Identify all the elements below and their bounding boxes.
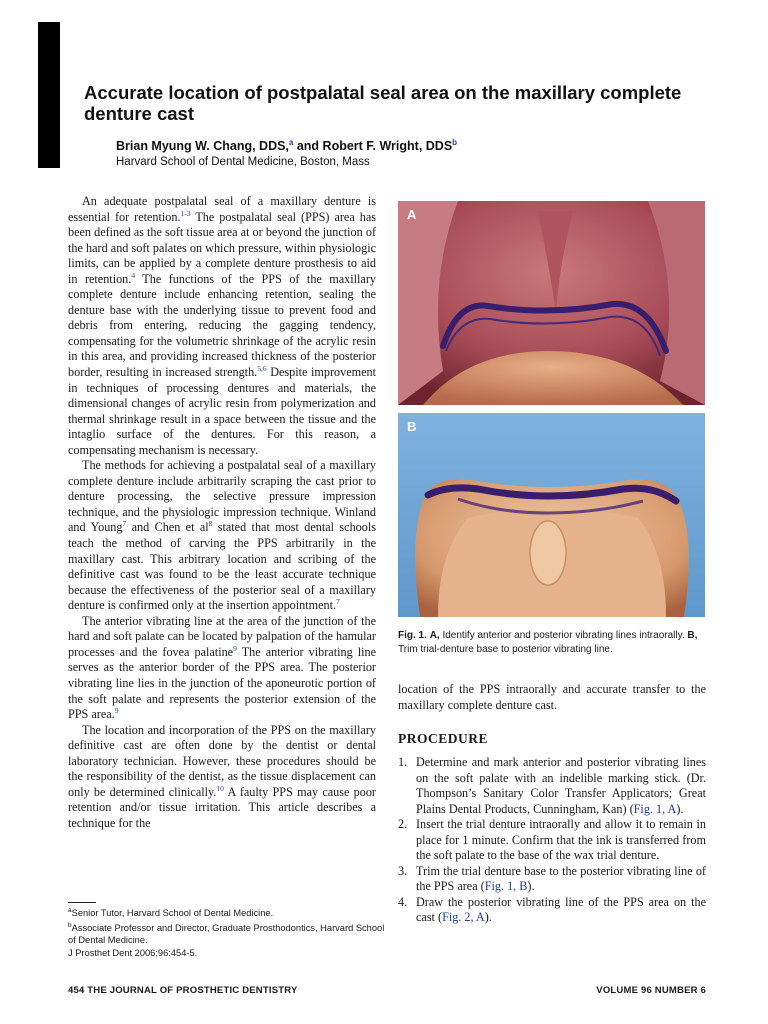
reference-link[interactable]: 5,6 <box>257 363 267 373</box>
reference-link[interactable]: 1-3 <box>180 208 191 218</box>
step-text: ). <box>527 879 535 894</box>
paragraph-1 <box>68 194 376 458</box>
denture-photo-b <box>398 413 705 617</box>
step-text: Determine and mark anterior and posterior vibrating lines on the soft palate with an indelible marking stick. (Dr. Thompson’s Sanitary Color Transfer Applicators; Great Plains Dental Products, Cunningham, Kan) ( <box>416 755 706 816</box>
procedure-list <box>398 755 706 926</box>
article-title: Accurate location of postpalatal seal area on the maxillary complete denture cast <box>84 82 682 124</box>
paragraph-3 <box>68 614 376 723</box>
paragraph-4 <box>68 723 376 832</box>
procedure-step <box>398 817 706 864</box>
palate-photo-a <box>398 201 705 405</box>
panel-label-b: B <box>407 419 417 434</box>
step-text: Draw the posterior vibrating line of the PPS area on the cast ( <box>416 894 706 925</box>
affiliation: Harvard School of Dental Medicine, Boston, Mass <box>116 156 370 168</box>
step-text: ). <box>484 910 492 925</box>
citation: J Prosthet Dent 2006;96:454-5. <box>68 947 198 958</box>
author-1-mark: a <box>288 138 294 147</box>
reference-link[interactable]: 10 <box>216 783 224 793</box>
step-text: Insert the trial denture intraorally and allow it to remain in place for 1 minute. Confirm that the ink is transferred from the soft palate to the base of the wax trial denture. <box>416 817 706 863</box>
author-2-mark: b <box>452 138 458 147</box>
figure-link[interactable]: Fig. 2, A <box>442 910 485 925</box>
text-run: and Chen et al <box>126 520 209 535</box>
reference-link[interactable]: 8 <box>208 519 213 529</box>
figure-link[interactable]: Fig. 1, B <box>484 879 528 894</box>
side-marker-bar <box>38 22 60 168</box>
footnote-text: Associate Professor and Director, Graduate Prosthodontics, Harvard School of Dental Medicine. <box>68 922 385 946</box>
reference-link[interactable]: 9 <box>233 643 237 653</box>
author-2: and Robert F. Wright, DDS <box>293 139 453 154</box>
procedure-step <box>398 864 706 895</box>
paragraph-2 <box>68 458 376 613</box>
step-number: 4. <box>398 894 408 909</box>
caption-key-b: B, <box>687 630 698 641</box>
figure-1-panel-a <box>398 201 705 405</box>
text-run: The anterior vibrating line serves as the anterior border of the PPS area. The posterior vibrating line lies in the junction of the aponeurotic portion of the soft palate and represents the posterior extension of the PPS area. <box>68 644 377 722</box>
footer-journal: 454 THE JOURNAL OF PROSTHETIC DENTISTRY <box>68 985 298 996</box>
panel-label-a: A <box>407 207 417 222</box>
step-text: Trim the trial denture base to the posterior vibrating line of the PPS area ( <box>416 863 706 894</box>
text-run: The methods for achieving a postpalatal seal of a maxillary complete denture include arbitrarily scraping the cast prior to denture processing, the selective pressure impression technique, and the physiologic impression technique. Winland and Young <box>68 458 376 535</box>
continuation-paragraph: location of the PPS intraorally and accurate transfer to the maxillary complete denture cast. <box>398 682 706 712</box>
figure-link[interactable]: Fig. 1, A <box>633 801 677 816</box>
section-heading-procedure: PROCEDURE <box>398 731 489 746</box>
footnotes <box>68 905 388 960</box>
text-run: A faulty PPS may cause poor retention and/or tissue irritation. This article describes a technique for the <box>68 784 376 830</box>
step-number: 1. <box>398 755 408 769</box>
footnote-text: Senior Tutor, Harvard School of Dental Medicine. <box>71 908 274 919</box>
footnote-b <box>68 920 388 947</box>
step-number: 3. <box>398 863 408 878</box>
caption-prefix: Fig. 1. <box>398 630 427 641</box>
step-text: ). <box>676 801 684 816</box>
text-run: The postpalatal seal (PPS) area has been defined as the soft tissue area at or beyond the junction of the hard and soft palates on which pressure, within physiologic limits, can be applied by a complete denture prosthesis to aid in retention. <box>68 209 376 286</box>
footer-volume: VOLUME 96 NUMBER 6 <box>596 985 706 996</box>
reference-link[interactable]: 7 <box>336 597 340 607</box>
body-left-column <box>68 194 376 831</box>
procedure-step <box>398 755 706 817</box>
figure-caption <box>398 629 708 657</box>
footnote-mark: b <box>68 921 72 929</box>
reference-link[interactable]: 9 <box>114 705 119 715</box>
caption-text-a: Identify anterior and posterior vibrating lines intraorally. <box>439 630 688 641</box>
footnote-divider <box>68 902 96 903</box>
body-right-column <box>398 682 706 713</box>
reference-link[interactable]: 4 <box>131 270 136 280</box>
figure-1-panel-b <box>398 413 705 617</box>
reference-link[interactable]: 7 <box>122 519 127 529</box>
author-1: Brian Myung W. Chang, DDS, <box>116 139 289 154</box>
author-line <box>116 138 457 153</box>
procedure-step <box>398 895 706 926</box>
text-run: The location and incorporation of the PPS on the maxillary definitive cast are often done by the dentist or dental laboratory technician. However, these procedures should be the responsibility of the dentist, as the tissue displacement can only be determined clinically. <box>68 722 376 799</box>
text-run: An adequate postpalatal seal of a maxillary denture is essential for retention. <box>68 194 376 224</box>
step-number: 2. <box>398 817 408 832</box>
caption-text-b: Trim trial-denture base to posterior vibrating line. <box>398 644 613 655</box>
text-run: The functions of the PPS of the maxillary complete denture include enhancing retention, sealing the denture base with the underlying tissue to prevent food and debris from entering, reducing the gagging tendency, compensating for the volumetric shrinkage of the acrylic resin in this area, and providing increased thickness of the posterior border, resulting in increased strength. <box>68 271 376 380</box>
footnote-mark: a <box>68 907 72 914</box>
text-run: The anterior vibrating line at the area of the junction of the hard and soft palate can be located by palpation of the hamular processes and the fovea palatine <box>68 613 376 659</box>
text-run: Despite improvement in techniques of processing dentures and materials, the dimensional changes of acrylic resin from polymerization and thermal shrinkage result in a space between the tissue and the intaglio surface of the dentures. For this reason, a compensating mechanism is necessary. <box>68 365 376 457</box>
text-run: stated that most dental schools teach the method of carving the PPS arbitrarily in the maxillary cast. This arbitrary location and scribing of the definitive cast was found to be the least accurate technique because the effectiveness of the posterior seal of a maxillary denture is confirmed only at the insertion appointment. <box>68 520 376 613</box>
footnote-a <box>68 905 388 920</box>
caption-key-a: A, <box>429 630 440 641</box>
